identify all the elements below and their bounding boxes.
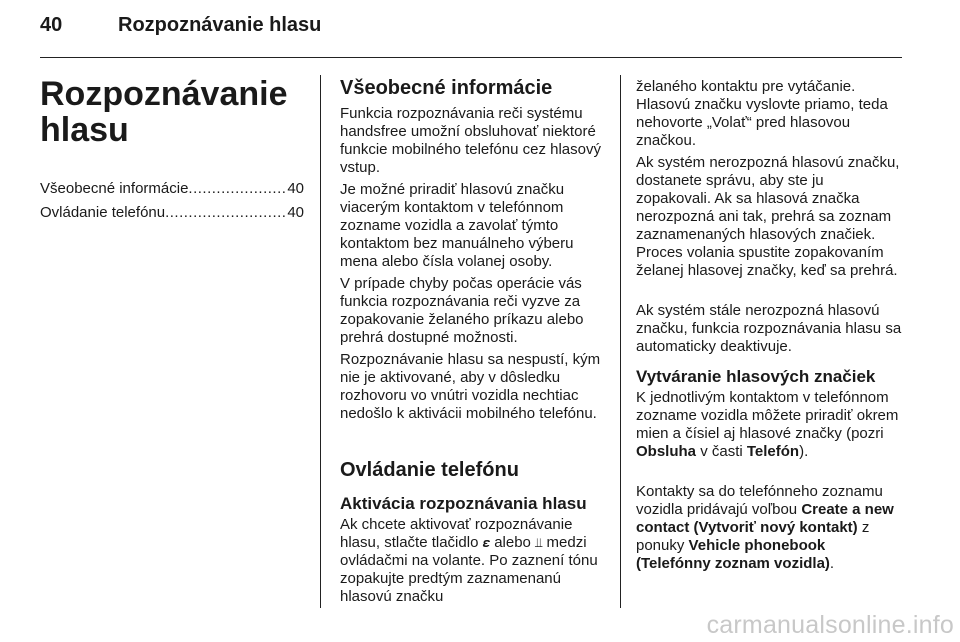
voice-button-icon: 𝜺 [482, 535, 491, 550]
toc-entry-page: 40 [287, 180, 304, 197]
section-heading-general: Všeobecné informácie [340, 77, 553, 99]
menu-item-name: Create a new contact (Vytvoriť nový kontakt) [636, 501, 894, 536]
paragraph: V prípade chyby počas operácie vás funkcia rozpoznávania reči vyzve za zopakovanie želaného príkazu alebo prehrá dostupné možnosti. [340, 275, 584, 346]
running-header-title: Rozpoznávanie hlasu [118, 14, 322, 36]
watermark: carmanualsonline.info [706, 611, 954, 639]
paragraph: Ak systém nerozpozná hlasovú značku, dostanete správu, aby ste ju zopakovali. Ak sa hlasová značka nerozpozná ani tak, prehrá sa zoznam zaznamenaných hlasových značiek. Proces volania spustite zopakovaním želanej hlasovej značky, keď sa prehrá. [636, 154, 900, 279]
column-divider-1 [320, 75, 321, 608]
toc-entry-label: Všeobecné informácie [40, 180, 189, 197]
toc-entry-label: Ovládanie telefónu [40, 204, 166, 221]
paragraph: Rozpoznávanie hlasu sa nespustí, kým nie je aktivované, aby v dôsledku rozhovoru vo vnútri vozidla nechtiac nedošlo k aktivácii mobilného telefónu. [340, 351, 601, 422]
toc-leader-dots [188, 180, 287, 197]
text-run: z ponuky [636, 519, 870, 554]
toc-leader-dots [165, 204, 287, 221]
table-of-contents [40, 180, 304, 228]
text-run: K jednotlivým kontaktom v telefónnom zozname vozidla môžete priradiť okrem mien a čísiel aj hlasové značky (pozri [636, 389, 899, 442]
bold-reference: Telefón [746, 443, 800, 460]
page-number: 40 [40, 14, 63, 36]
chapter-title-line1: Rozpoznávanie [40, 75, 288, 113]
paragraph [340, 516, 606, 606]
text-run: Kontakty sa do telefónneho zoznamu vozidla pridávajú voľbou [636, 483, 883, 518]
paragraph: Ak systém stále nerozpozná hlasovú značku, funkcia rozpoznávania hlasu sa automaticky deaktivuje. [636, 302, 902, 355]
section-heading-phone-control: Ovládanie telefónu [340, 459, 519, 481]
bold-reference: Obsluha [636, 443, 697, 460]
chapter-title-line2: hlasu [40, 111, 129, 149]
text-run: v časti [700, 443, 743, 460]
chapter-title [40, 76, 310, 148]
subheading-create-tags: Vytváranie hlasových značiek [636, 367, 876, 386]
phone-voice-icon: ⫫ [535, 535, 543, 550]
paragraph: Je možné priradiť hlasovú značku viacerým kontaktom v telefónnom zozname vozidla a zavolať týmto kontaktom bez manuálneho výberu mena alebo čísla volanej osoby. [340, 181, 574, 270]
paragraph: želaného kontaktu pre vytáčanie. Hlasovú značku vyslovte priamo, teda nehovorte „Volať“ pred hlasovou značkou. [636, 78, 888, 149]
subheading-activation: Aktivácia rozpoznávania hlasu [340, 494, 587, 513]
text-run: ). [799, 443, 809, 460]
text-run: alebo [494, 534, 531, 551]
text-run: . [829, 555, 835, 572]
header-divider [40, 57, 902, 58]
paragraph [636, 483, 902, 573]
text-run: medzi ovládačmi na volante. Po zaznení tónu zopakujte predtým zaznamenanú hlasovú značku [340, 534, 598, 605]
column-divider-2 [620, 75, 621, 608]
toc-entry[interactable] [40, 204, 304, 228]
toc-entry[interactable] [40, 180, 304, 204]
paragraph [636, 389, 902, 461]
text-run: Ak chcete aktivovať rozpoznávanie hlasu, stlačte tlačidlo [340, 516, 573, 551]
toc-entry-page: 40 [287, 204, 304, 221]
paragraph: Funkcia rozpoznávania reči systému handsfree umožní obsluhovať niektoré funkcie mobilného telefónu cez hlasový vstup. [340, 105, 601, 176]
menu-name: Vehicle phonebook (Telefónny zoznam vozidla) [636, 537, 830, 572]
